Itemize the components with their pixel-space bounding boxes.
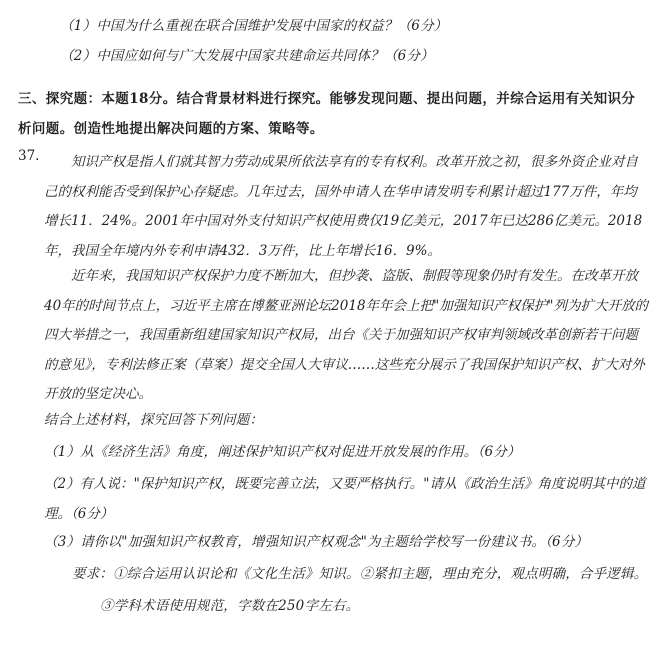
question-item-3: （3）请你以"加强知识产权教育，增强知识产权观念"为主题给学校写一份建议书。（6分）: [44, 534, 589, 550]
question-paragraph-1: 知识产权是指人们就其智力劳动成果所依法享有的专有权利。改革开放之初，很多外资企业对自己的权利能否受到保护心存疑虑。几年过去，国外申请人在华申请发明专利累计超过177万件，年均增长11．24%。2001年中国对外支付知识产权使用费仅19亿美元，2017年已达286亿美元。2018年，我国全年境内外专利申请432．3万件，比上年增长16．9%。: [44, 154, 643, 259]
requirements-label: 要求：: [72, 566, 114, 582]
question-item-2: （2）有人说："保护知识产权，既要完善立法，又要严格执行。"请从《政治生活》角度说明其中的道理。（6分）: [44, 476, 646, 522]
section-heading: [18, 84, 648, 144]
question-item-1: （1）从《经济生活》角度，阐述保护知识产权对促进开放发展的作用。（6分）: [44, 444, 521, 460]
requirement-2: ③学科术语使用规范，字数在250字左右。: [100, 598, 360, 614]
question-paragraph-2: 近年来，我国知识产权保护力度不断加大，但抄袭、盗版、制假等现象仍时有发生。在改革开放40年的时间节点上，习近平主席在博鳌亚洲论坛2018年年会上把"加强知识产权保护"列为扩大开放的四大举措之一，我国重新组建国家知识产权局，出台《关于加强知识产权审判领域改革创新若干问题的意见》，专利法修正案（草案）提交全国人大审议……这些充分展示了我国保护知识产权、扩大对外开放的坚定决心。: [44, 268, 648, 402]
requirement-1: ①综合运用认识论和《文化生活》知识。②紧扣主题，理由充分，观点明确，合乎逻辑。: [113, 566, 648, 582]
question-number: 37.: [18, 148, 40, 164]
carryover-item-2: （2）中国应如何与广大发展中国家共建命运共同体？（6分）: [60, 48, 434, 64]
requirements-label-line: [72, 562, 647, 582]
section-heading-label: 三、探究题：: [18, 91, 102, 107]
section-heading-text: 本题18分。结合背景材料进行探究。能够发现问题、提出问题，并综合运用有关知识分析问题。创造性地提出解决问题的方案、策略等。: [18, 91, 636, 137]
question-prompt: 结合上述材料，探究回答下列问题：: [44, 412, 264, 428]
carryover-item-1: （1）中国为什么重视在联合国维护发展中国家的权益？（6分）: [60, 18, 448, 34]
